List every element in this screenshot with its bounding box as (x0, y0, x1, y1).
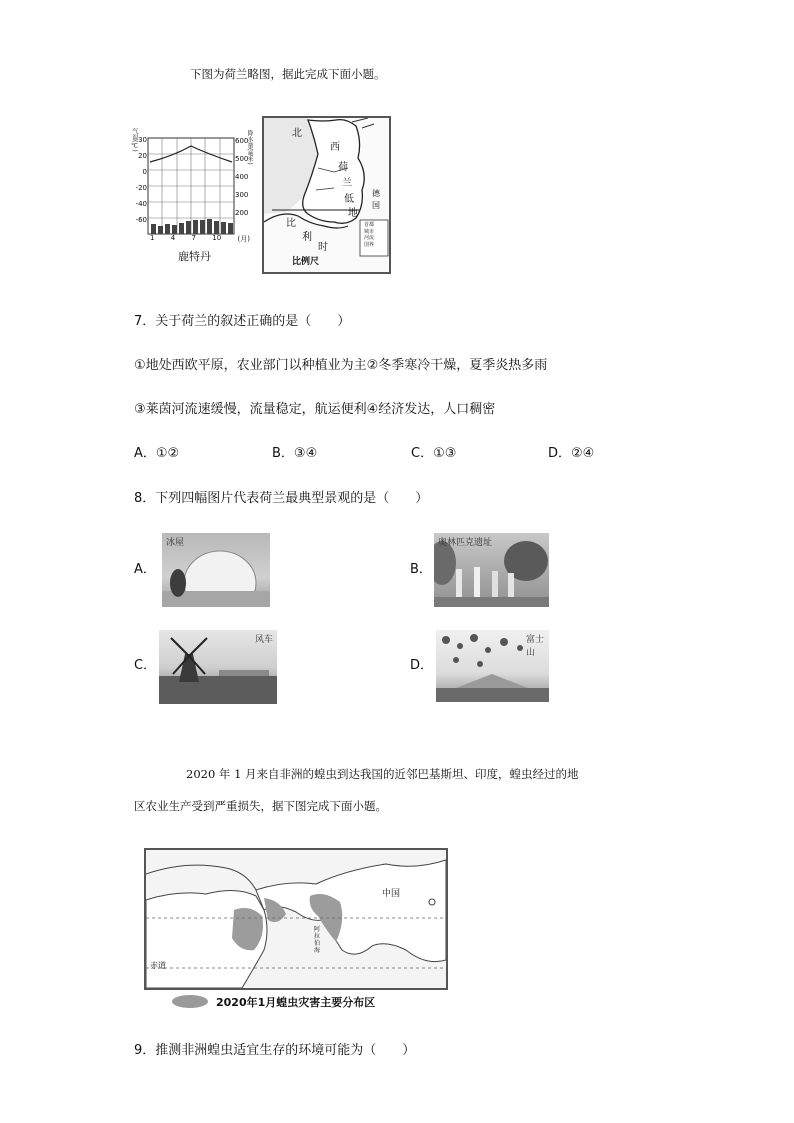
x-tick: 7 (191, 234, 196, 242)
q8-photo-fuji[interactable] (436, 630, 549, 702)
map-label: 西 (330, 142, 340, 153)
scale-label: 比例尺 (292, 257, 320, 267)
legend-item: 首都 (364, 222, 375, 228)
x-tick: 4 (170, 234, 176, 242)
right-tick: 300 (235, 191, 249, 199)
locust-map-label-arabian-sea: 阿拉伯海 (314, 926, 321, 954)
q8-option-d-letter[interactable]: D． (410, 658, 434, 673)
left-tick: 20 (138, 152, 147, 160)
left-tick: -20 (135, 184, 147, 192)
q8-photo-igloo[interactable] (162, 533, 270, 607)
q7-option-a[interactable]: A．①② (134, 446, 180, 461)
left-axis-unit: 气温(℃) (131, 128, 138, 152)
x-tick: 1 (150, 234, 155, 242)
q8-option-c-letter[interactable]: C． (134, 658, 157, 673)
locust-map-label-equator: 赤道 (150, 961, 166, 970)
q8-photo-olympia[interactable] (434, 533, 549, 607)
map-label: 时 (318, 242, 328, 253)
q7-intro: 下图为荷兰略图，据此完成下面小题。 (190, 67, 386, 81)
locust-legend-swatch (172, 995, 208, 1008)
map-label: 荷 (338, 162, 348, 173)
locust-map (134, 840, 448, 1020)
q7-stem: 7．关于荷兰的叙述正确的是（ ） (134, 314, 351, 329)
map-label: 利 (302, 232, 312, 243)
locust-legend-text: 2020年1月蝗虫灾害主要分布区 (216, 996, 376, 1009)
locust-map-label-china: 中国 (382, 889, 401, 899)
q7-option-c[interactable]: C．①③ (411, 446, 457, 461)
netherlands-map (262, 116, 391, 274)
right-tick: 600 (235, 137, 249, 145)
x-tick: (月) (237, 235, 250, 243)
photo-caption: 风车 (255, 635, 274, 645)
map-legend (364, 222, 374, 248)
chart-city-label: 鹿特丹 (178, 250, 211, 263)
q7-option-d[interactable]: D．②④ (548, 446, 595, 461)
climate-chart (128, 128, 256, 270)
q8-photo-windmill[interactable] (159, 630, 277, 704)
legend-item: 城市 (364, 228, 375, 235)
q8-option-b-letter[interactable]: B． (410, 562, 432, 577)
q9-intro-line2: 区农业生产受到严重损失，据下图完成下面小题。 (134, 799, 387, 813)
left-tick: 30 (138, 136, 147, 144)
right-tick: 200 (235, 209, 249, 217)
photo-caption: 富士山 (526, 635, 545, 658)
q7-statement-a: ①地处西欧平原，农业部门以种植业为主②冬季寒冷干燥，夏季炎热多雨 (134, 358, 548, 373)
locust-map-svg (146, 850, 446, 988)
map-label: 德 (372, 189, 380, 198)
right-tick: 500 (235, 155, 249, 163)
q8-stem: 8．下列四幅图片代表荷兰最典型景观的是（ ） (134, 491, 429, 506)
q7-statement-b: ③莱茵河流速缓慢，流量稳定，航运便利④经济发达，人口稠密 (134, 402, 496, 417)
q8-option-a-letter[interactable]: A． (134, 562, 156, 577)
locust-map-frame (144, 848, 448, 990)
legend-item: 国界 (364, 241, 375, 248)
map-label: 国 (372, 201, 380, 210)
map-label: 地 (348, 208, 358, 219)
photo-caption: 冰屋 (166, 538, 185, 548)
x-tick: 10 (212, 234, 222, 242)
map-label: 低 (344, 194, 354, 205)
x-axis-ticks (150, 234, 250, 244)
map-label: 兰 (342, 178, 352, 189)
photo-caption: 奥林匹克遗址 (438, 538, 493, 548)
q9-intro-line1: 2020 年 1 月来自非洲的蝗虫到达我国的近邻巴基斯坦、印度，蝗虫经过的地 (186, 767, 579, 781)
map-label: 比 (286, 218, 296, 229)
map-label: 北 (292, 128, 302, 139)
left-tick: -60 (135, 216, 147, 224)
q7-option-b[interactable]: B．③④ (272, 446, 318, 461)
left-tick: 0 (142, 168, 147, 176)
left-tick: -40 (135, 200, 147, 208)
right-tick: 400 (235, 173, 249, 181)
q9-stem: 9．推测非洲蝗虫适宜生存的环境可能为（ ） (134, 1043, 416, 1058)
right-axis-unit: 降水量(毫米) (246, 130, 253, 165)
legend-item: 河流 (364, 235, 375, 241)
